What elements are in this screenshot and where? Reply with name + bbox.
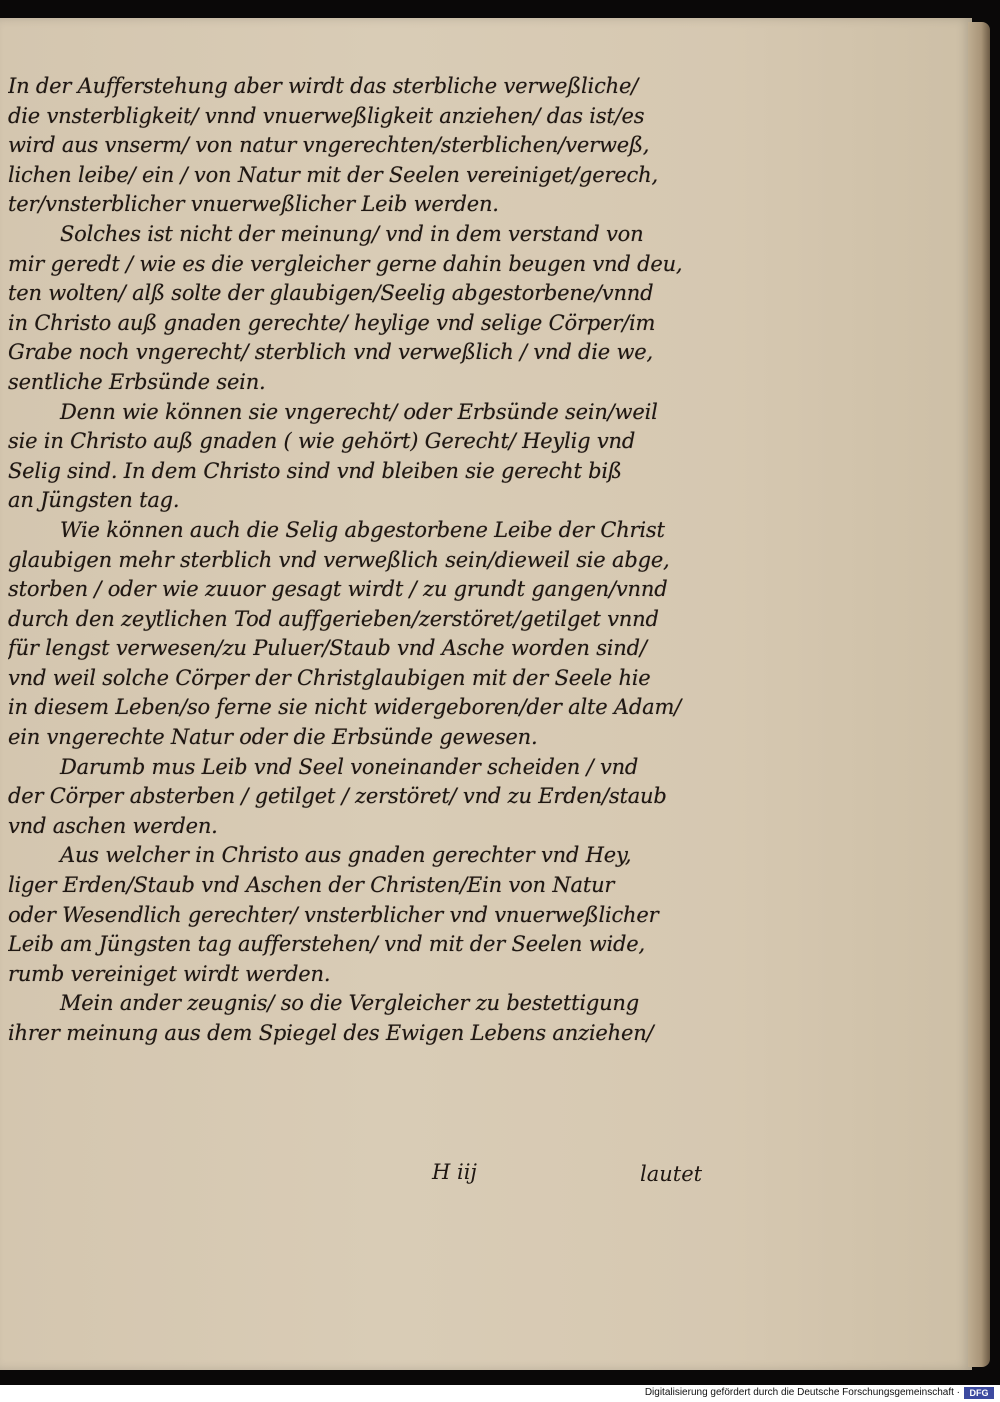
text-line: sie in Christo auß gnaden ( wie gehört) Gerecht/ Heylig vnd	[8, 429, 636, 454]
page-edge	[968, 22, 990, 1367]
text-line: sentliche Erbsünde sein.	[8, 369, 266, 394]
text-line: Mein ander zeugnis/ so die Vergleicher zu bestettigung	[60, 991, 640, 1016]
text-line: liger Erden/Staub vnd Aschen der Christen/Ein von Natur	[8, 873, 615, 898]
credit-bar	[0, 1385, 1000, 1402]
text-line: für lengst verwesen/zu Puluer/Staub vnd Asche worden sind/	[8, 636, 647, 661]
text-line: wird aus vnserm/ von natur vngerechten/sterblichen/verweß,	[8, 133, 650, 158]
text-line: Selig sind. In dem Christo sind vnd bleiben sie gerecht biß	[8, 458, 622, 483]
text-line: ten wolten/ alß solte der glaubigen/Seelig abgestorbene/vnnd	[8, 281, 654, 306]
text-line: Darumb mus Leib vnd Seel voneinander scheiden / vnd	[60, 754, 639, 779]
text-line: mir geredt / wie es die vergleicher gerne dahin beugen vnd deu,	[8, 251, 683, 276]
text-line: durch den zeytlichen Tod auffgerieben/zerstöret/getilget vnnd	[8, 606, 659, 631]
text-line: ein vngerechte Natur oder die Erbsünde gewesen.	[8, 725, 538, 750]
text-line: Leib am Jüngsten tag aufferstehen/ vnd mit der Seelen wide,	[8, 932, 645, 957]
page-text	[8, 72, 720, 1049]
text-line: vnd aschen werden.	[8, 813, 218, 838]
text-line: ihrer meinung aus dem Spiegel des Ewigen Lebens anziehen/	[8, 1021, 654, 1045]
text-line: an Jüngsten tag.	[8, 488, 180, 513]
text-line: Denn wie können sie vngerecht/ oder Erbsünde sein/weil	[60, 399, 658, 424]
text-line: ter/vnsterblicher vnuerweßlicher Leib werden.	[8, 192, 499, 217]
text-line: oder Wesendlich gerechter/ vnsterblicher vnd vnuerweßlicher	[8, 902, 659, 927]
signature-mark: H iij	[432, 1160, 477, 1184]
text-line: der Cörper absterben / getilget / zerstöret/ vnd zu Erden/staub	[8, 784, 667, 809]
text-line: in diesem Leben/so ferne sie nicht widergeboren/der alte Adam/	[8, 695, 682, 720]
text-line: Solches ist nicht der meinung/ vnd in dem verstand von	[60, 221, 644, 246]
text-line: lichen leibe/ ein / von Natur mit der Seelen vereiniget/gerech,	[8, 162, 658, 187]
text-line: rumb vereiniget wirdt werden.	[8, 961, 331, 986]
text-line: glaubigen mehr sterblich vnd verweßlich sein/dieweil sie abge,	[8, 547, 670, 572]
text-line: In der Aufferstehung aber wirdt das sterbliche verweßliche/	[8, 74, 639, 98]
dfg-logo: DFG	[964, 1387, 994, 1399]
text-line: Wie können auch die Selig abgestorbene Leibe der Christ	[60, 517, 665, 542]
text-line: die vnsterbligkeit/ vnnd vnuerweßligkeit anziehen/ das ist/es	[8, 103, 645, 128]
text-line: Grabe noch vngerecht/ sterblich vnd verweßlich / vnd die we,	[8, 340, 653, 365]
page-footer	[0, 1160, 720, 1194]
text-line: storben / oder wie zuuor gesagt wirdt / zu grundt gangen/vnnd	[8, 577, 668, 602]
text-line: Aus welcher in Christo aus gnaden gerechter vnd Hey,	[60, 843, 632, 868]
text-line: vnd weil solche Cörper der Christglaubigen mit der Seele hie	[8, 665, 651, 690]
catchword: lautet	[640, 1162, 703, 1186]
funding-credit: Digitalisierung gefördert durch die Deutsche Forschungsgemeinschaft ·	[644, 1387, 960, 1398]
text-line: in Christo auß gnaden gerechte/ heylige vnd selige Cörper/im	[8, 310, 656, 335]
